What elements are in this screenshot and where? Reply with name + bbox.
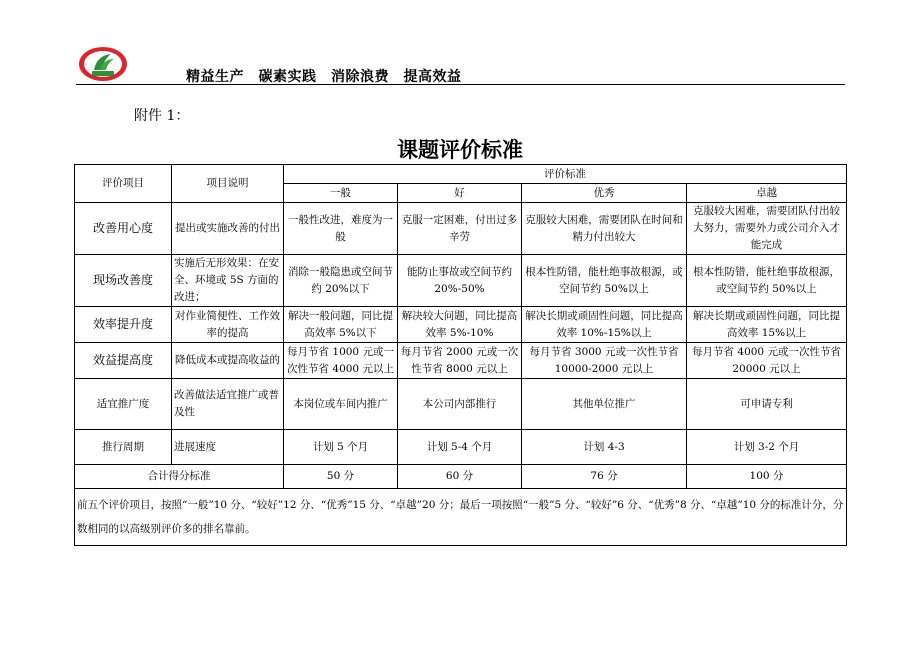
total-cell: 100 分 [687, 465, 847, 489]
table-row [75, 379, 847, 430]
table-row [75, 307, 847, 343]
row-cell: 本公司内部推行 [398, 379, 522, 430]
row-cell: 可申请专利 [687, 379, 847, 430]
row-cell: 计划 3-2 个月 [687, 430, 847, 465]
table-row [75, 255, 847, 307]
row-cell: 每月节省 3000 元或一次性节省 10000-2000 元以上 [522, 343, 687, 379]
row-cell: 根本性防错，能杜绝事故根源，或空间节约 50%以上 [687, 255, 847, 307]
header-divider [76, 84, 845, 85]
row-cell: 克服一定困难，付出过多辛劳 [398, 203, 522, 255]
row-cell: 一般性改进，难度为一般 [284, 203, 398, 255]
note-row [75, 489, 847, 546]
row-item: 效益提高度 [75, 343, 172, 379]
page-title: 课题评价标准 [397, 138, 523, 162]
level-outstanding: 卓越 [687, 184, 847, 203]
header-standard: 评价标准 [284, 165, 847, 184]
row-cell: 每月节省 4000 元或一次性节省 20000 元以上 [687, 343, 847, 379]
row-desc: 改善做法适宜推广或普及性 [172, 379, 284, 430]
row-item: 推行周期 [75, 430, 172, 465]
evaluation-table [74, 164, 847, 546]
row-cell: 解决长期或顽固性问题，同比提高效率 10%-15%以上 [522, 307, 687, 343]
header-item: 评价项目 [75, 165, 172, 203]
row-cell: 计划 4-3 [522, 430, 687, 465]
row-cell: 消除一般隐患或空间节约 20%以下 [284, 255, 398, 307]
row-cell: 本岗位或车间内推广 [284, 379, 398, 430]
row-cell: 解决较大问题，同比提高效率 5%-10% [398, 307, 522, 343]
total-cell: 50 分 [284, 465, 398, 489]
table-header-row [75, 165, 847, 184]
attachment-label: 附件 1： [134, 108, 190, 124]
row-desc: 降低成本或提高收益的 [172, 343, 284, 379]
table-row [75, 343, 847, 379]
row-cell: 每月节省 1000 元或一次性节省 4000 元以上 [284, 343, 398, 379]
total-cell: 60 分 [398, 465, 522, 489]
row-desc: 实施后无形效果：在安全、环境或 5S 方面的改进； [172, 255, 284, 307]
total-row [75, 465, 847, 489]
total-label: 合计得分标准 [75, 465, 284, 489]
row-cell: 克服较大困难，需要团队在时间和精力付出较大 [522, 203, 687, 255]
total-cell: 76 分 [522, 465, 687, 489]
row-cell: 根本性防错，能杜绝事故根源，或空间节约 50%以上 [522, 255, 687, 307]
row-desc: 对作业简便性、工作效率的提高 [172, 307, 284, 343]
header-slogan: 精益生产 碳素实践 消除浪费 提高效益 [186, 69, 462, 85]
row-cell: 解决长期或顽固性问题，同比提高效率 15%以上 [687, 307, 847, 343]
row-item: 改善用心度 [75, 203, 172, 255]
row-item: 适宜推广度 [75, 379, 172, 430]
level-good: 好 [398, 184, 522, 203]
row-cell: 每月节省 2000 元或一次性节省 8000 元以上 [398, 343, 522, 379]
row-cell: 计划 5-4 个月 [398, 430, 522, 465]
row-desc: 提出或实施改善的付出 [172, 203, 284, 255]
level-general: 一般 [284, 184, 398, 203]
row-cell: 克服较大困难，需要团队付出较大努力，需要外力或公司介入才能完成 [687, 203, 847, 255]
row-cell: 解决一般问题，同比提高效率 5%以下 [284, 307, 398, 343]
table-row [75, 430, 847, 465]
row-cell: 能防止事故或空间节约 20%-50% [398, 255, 522, 307]
scoring-note: 前五个评价项目，按照“一般”10 分、“较好”12 分、“优秀”15 分、“卓越”20 分；最后一项按照“一般”5 分、“较好”6 分、“优秀”8 分、“卓越”10 分的标准计分，分数相同的以高级别评价多的排名靠前。 [75, 489, 847, 546]
row-item: 效率提升度 [75, 307, 172, 343]
level-excellent: 优秀 [522, 184, 687, 203]
row-cell: 计划 5 个月 [284, 430, 398, 465]
header-desc: 项目说明 [172, 165, 284, 203]
table-row [75, 203, 847, 255]
row-cell: 其他单位推广 [522, 379, 687, 430]
row-item: 现场改善度 [75, 255, 172, 307]
company-logo [78, 46, 128, 82]
row-desc: 进展速度 [172, 430, 284, 465]
